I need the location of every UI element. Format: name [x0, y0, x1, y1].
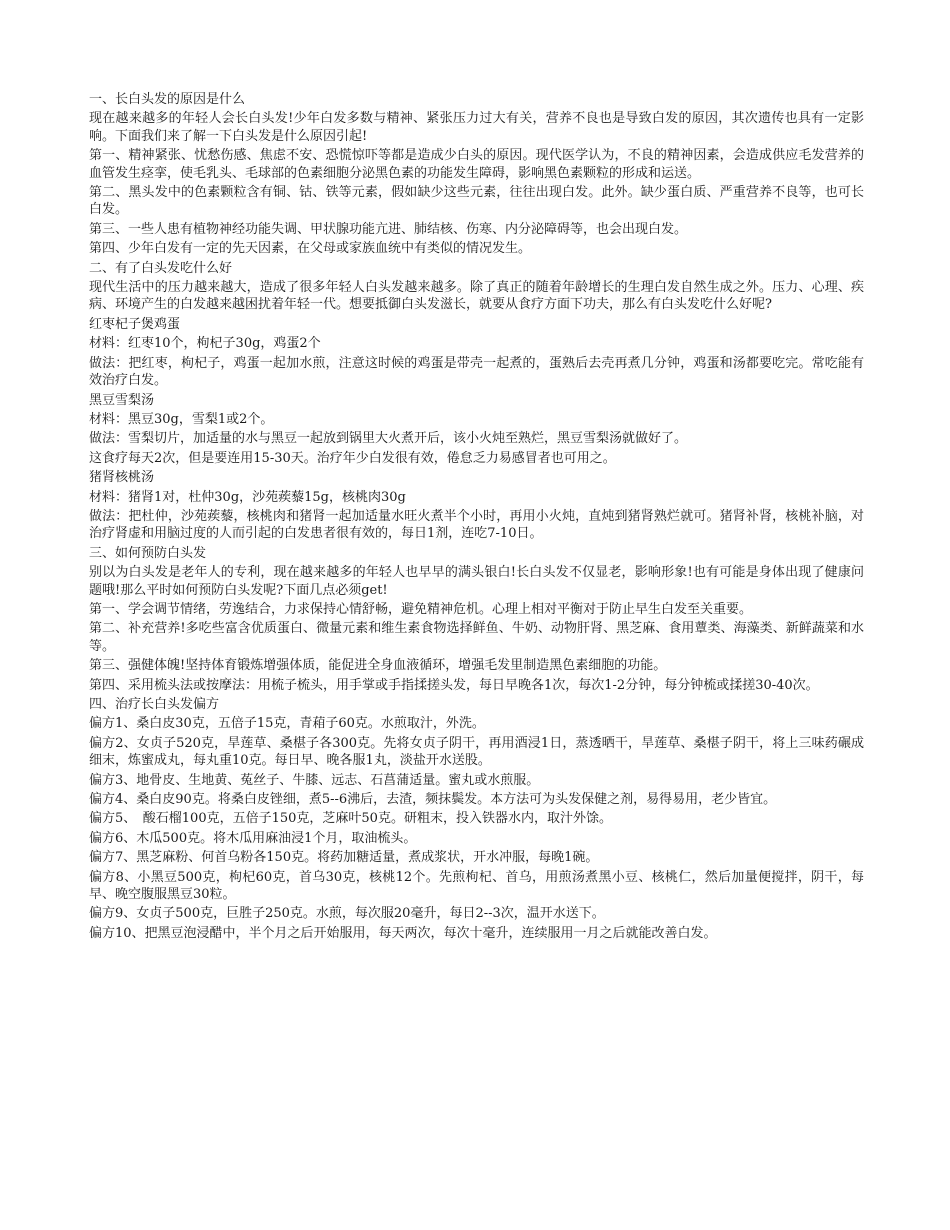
paragraph: 偏方2、女贞子520克，旱莲草、桑椹子各300克。先将女贞子阴干，再用酒浸1日，蒸透晒干，旱莲草、桑椹子阴干，将上三味药碾成细末，炼蜜成丸，每丸重10克。每日早、晚各服1丸，淡盐开水送股。 [89, 735, 864, 769]
paragraph: 偏方10、把黑豆泡浸醋中，半个月之后开始服用，每天两次，每次十毫升，连续服用一月之后就能改善白发。 [89, 925, 717, 941]
paragraph: 第一、学会调节情绪，劳逸结合，力求保持心情舒畅，避免精神危机。心理上相对平衡对于防止早生白发至关重要。 [89, 601, 753, 617]
paragraph: 做法：把杜仲，沙苑蒺藜，核桃肉和猪肾一起加适量水旺火煮半个小时，再用小火炖，直炖到猪肾熟烂就可。猪肾补肾，核桃补脑，对治疗肾虚和用脑过度的人而引起的白发患者很有效的，每日1剂，连吃7-10日。 [89, 508, 864, 542]
paragraph: 二、有了白头发吃什么好 [89, 260, 233, 276]
paragraph: 猪肾核桃汤 [89, 470, 155, 486]
paragraph: 第一、精神紧张、忧愁伤感、焦虑不安、恐慌惊吓等都是造成少白头的原因。现代医学认为，不良的精神因素，会造成供应毛发营养的血管发生痉挛，使毛乳头、毛球部的色素细胞分泌黑色素的功能发生障碍，影响黑色素颗粒的形成和运送。 [89, 148, 864, 181]
paragraph: 第四、少年白发有一定的先天因素，在父母或家族血统中有类似的情况发生。 [89, 241, 532, 257]
paragraph: 偏方4、桑白皮90克。将桑白皮锉细，煮5--6沸后，去渣，频抹鬓发。本方法可为头发保健之剂，易得易用，老少皆宜。 [89, 792, 777, 808]
paragraph: 偏方5、 酸石榴100克，五倍子150克，芝麻叶50克。研粗末，投入铁器水内，取汁外馀。 [89, 811, 612, 827]
paragraph: 别以为白头发是老年人的专利，现在越来越多的年轻人也早早的满头银白!长白头发不仅显老，影响形象!也有可能是身体出现了健康问题哦!那么平时如何预防白头发呢?下面几点必须get! [89, 565, 864, 598]
paragraph: 偏方1、桑白皮30克，五倍子15克，青葙子60克。水煎取汁，外洗。 [89, 716, 485, 732]
paragraph: 偏方3、地骨皮、生地黄、菟丝子、牛膝、远志、石菖蒲适量。蜜丸或水煎服。 [89, 772, 540, 788]
paragraph: 第二、补充营养!多吃些富含优质蛋白、微量元素和维生素食物选择鲜鱼、牛奶、动物肝肾、黑芝麻、食用蕈类、海藻类、新鲜蔬菜和水等。 [89, 621, 864, 654]
paragraph: 现在越来越多的年轻人会长白头发!少年白发多数与精神、紧张压力过大有关，营养不良也是导致白发的原因，其次遗传也具有一定影响。下面我们来了解一下白头发是什么原因引起! [89, 111, 864, 144]
paragraph: 第三、一些人患有植物神经功能失调、甲状腺功能亢进、肺结核、伤寒、内分泌障碍等，也会出现白发。 [89, 221, 688, 237]
document-body [89, 91, 864, 944]
paragraph: 一、长白头发的原因是什么 [89, 92, 246, 107]
paragraph: 红枣杞子煲鸡蛋 [89, 316, 181, 332]
paragraph: 现代生活中的压力越来越大，造成了很多年轻人白头发越来越多。除了真正的随着年龄增长的生理白发自然生成之外。压力、心理、疾病、环境产生的白发越来越困扰着年轻一代。想要抵御白头发滋长，就要从食疗方面下功夫，那么有白头发吃什么好呢? [89, 280, 864, 313]
paragraph: 第四、采用梳头法或按摩法：用梳子梳头，用手掌或手指揉搓头发，每日早晚各1次，每次1-2分钟，每分钟梳或揉搓30-40次。 [89, 677, 819, 693]
paragraph: 这食疗每天2次，但是要连用15-30天。治疗年少白发很有效，倦怠乏力易感冒者也可用之。 [89, 450, 616, 466]
paragraph: 做法：把红枣，枸杞子，鸡蛋一起加水煎，注意这时候的鸡蛋是带壳一起煮的，蛋熟后去壳再煮几分钟，鸡蛋和汤都要吃完。常吃能有效治疗白发。 [89, 355, 864, 389]
paragraph: 偏方8、小黑豆500克，枸杞60克，首乌30克，核桃12个。先煎枸杞、首乌，用煎汤煮黑小豆、核桃仁，然后加量便搅拌，阴干，每早、晚空腹服黑豆30粒。 [89, 869, 864, 903]
paragraph: 做法：雪梨切片，加适量的水与黑豆一起放到锅里大火煮开后，该小火炖至熟烂，黑豆雪梨汤就做好了。 [89, 431, 688, 447]
paragraph: 四、治疗长白头发偏方 [89, 697, 220, 712]
paragraph: 黑豆雪梨汤 [89, 392, 155, 408]
paragraph: 材料：黑豆30g，雪梨1或2个。 [89, 411, 274, 427]
paragraph: 第三、强健体魄!坚持体育锻炼增强体质，能促进全身血液循环，增强毛发里制造黑色素细胞的功能。 [89, 658, 667, 674]
paragraph: 偏方6、木瓜500克。将木瓜用麻油浸1个月，取油梳头。 [89, 830, 417, 846]
paragraph: 偏方7、黑芝麻粉、何首乌粉各150克。将药加糖适量，煮成浆状，开水冲服，每晚1碗。 [89, 850, 599, 866]
paragraph: 第二、黑头发中的色素颗粒含有铜、钴、铁等元素，假如缺少这些元素，往往出现白发。此外。缺少蛋白质、严重营养不良等，也可长白发。 [89, 185, 864, 218]
paragraph: 材料：红枣10个，枸杞子30g，鸡蛋2个 [89, 336, 321, 352]
paragraph: 偏方9、女贞子500克，巨胜子250克。水煎，每次服20毫升，每日2--3次，温开水送下。 [89, 906, 605, 922]
paragraph: 三、如何预防白头发 [89, 545, 207, 561]
paragraph: 材料：猪肾1对，杜仲30g，沙苑蒺藜15g，核桃肉30g [89, 489, 406, 505]
